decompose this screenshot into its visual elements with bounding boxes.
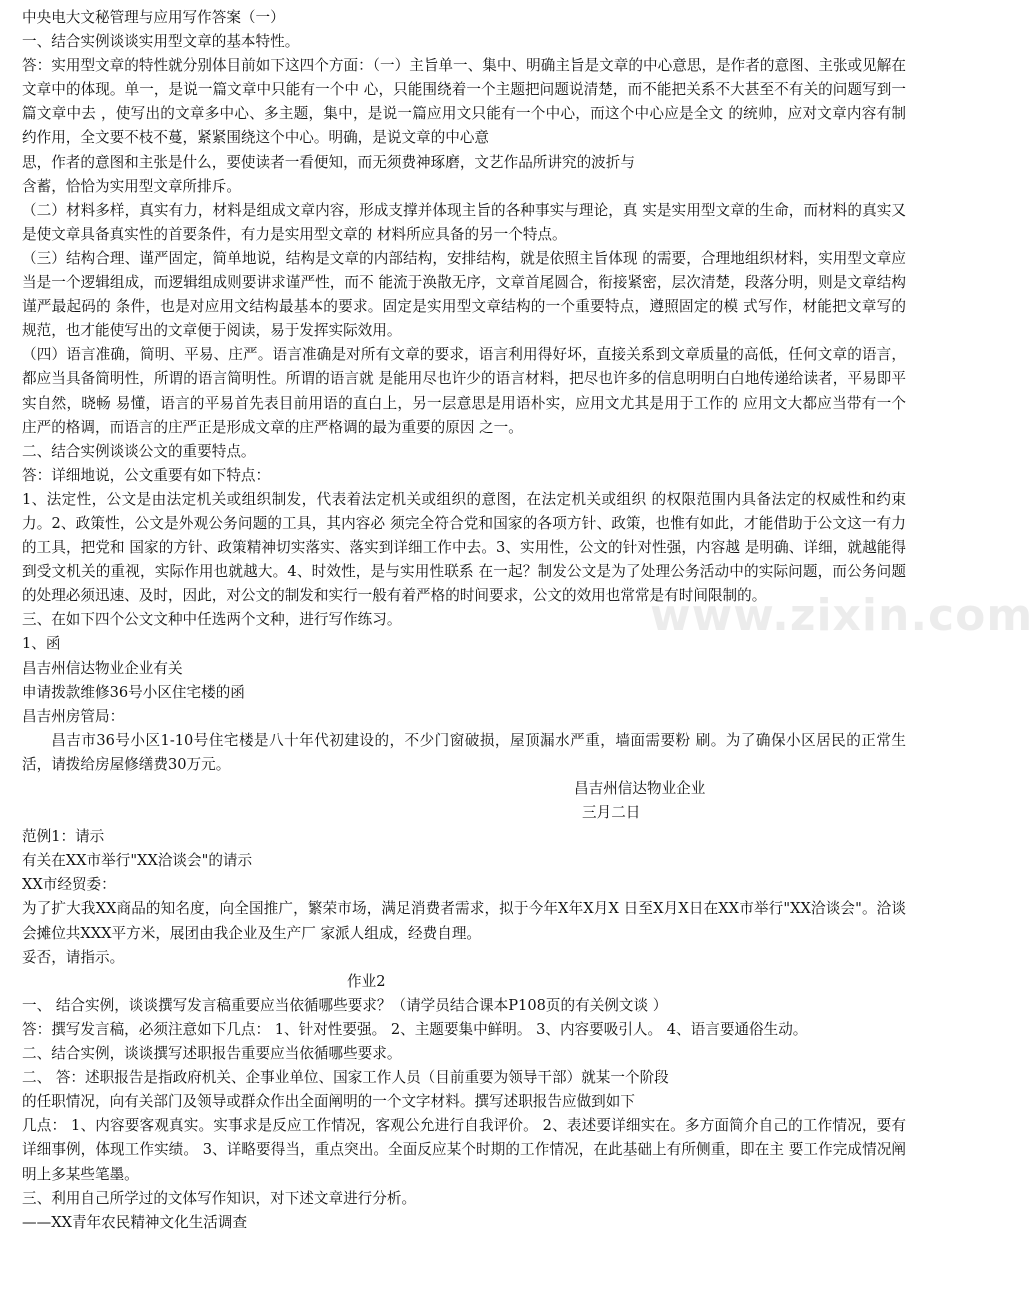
example-2-recipient: XX市经贸委：	[22, 876, 116, 894]
answer-1-paragraph: 思，作者的意图和主张是什么，要使读者一看便知，而无须费神琢磨，文艺作品所讲究的波折与	[22, 153, 635, 171]
example-1-date: 三月二日	[582, 804, 641, 822]
example-1-body: 昌吉市36号小区1-10号住宅楼是八十年代初建设的，不少门窗破损，屋顶漏水严重，墙面需要粉 刷。为了确保小区居民的正常生活，请拨给房屋修缮费30万元。	[22, 731, 906, 773]
answer-1-paragraph: （二）材料多样，真实有力，材料是组成文章内容，形成支撑并体现主旨的各种事实与理论，真 实是实用型文章的生命，而材料的真实又是使文章具备真实性的首要条件，有力是实用型文章的 材料所应具备的另一个特点。	[22, 201, 906, 243]
homework-2-question-3-subtitle: ——XX青年农民精神文化生活调查	[22, 1213, 248, 1231]
answer-1-paragraph: （三）结构合理、谨严固定，简单地说，结构是文章的内部结构，安排结构，就是依照主旨体现 的需要，合理地组织材料，实用型文章应当是一个逻辑组成，而逻辑组成则要讲求谨严性，而不 能流于涣散无序，文章首尾圆合，衔接紧密，层次清楚，段落分明，则是文章结构谨严最起码的 条件，也是对应用文结构最基本的要求。固定是实用型文章结构的一个重要特点，遵照固定的模 式写作，材能把文章写的规范，也才能使写出的文章便于阅读，易于发挥实际效用。	[22, 249, 906, 340]
question-2: 二、结合实例谈谈公文的重要特点。	[22, 442, 256, 460]
homework-2-answer-2: 二、 答：述职报告是指政府机关、企事业单位、国家工作人员（目前重要为领导干部）就某一个阶段	[22, 1069, 669, 1087]
example-1-org: 昌吉州信达物业企业有关	[22, 659, 183, 677]
homework-2-answer-1: 答：撰写发言稿，必须注意如下几点： 1、针对性要强。 2、主题要集中鲜明。 3、内容要吸引人。 4、语言要通俗生动。	[22, 1020, 808, 1038]
document-body	[22, 6, 906, 1235]
example-2-closing: 妥否，请指示。	[22, 948, 125, 966]
homework-2-question-3: 三、利用自己所学过的文体写作知识，对下述文章进行分析。	[22, 1189, 417, 1207]
answer-1-paragraph: 含蓄，恰恰为实用型文章所排斥。	[22, 177, 241, 195]
homework-2-answer-2: 几点： 1、内容要客观真实。实事求是反应工作情况，客观公允进行自我评价。 2、表述要详细实在。多方面简介自己的工作情况，要有详细事例，体现工作实绩。 3、详略要得当，重点突出。全面反应某个时期的工作情况，在此基础上有所侧重，即在主 要工作完成情况阐明上多某些笔墨。	[22, 1117, 906, 1183]
answer-1-paragraph: 答：实用型文章的特性就分别体目前如下这四个方面：（一）主旨单一、集中、明确主旨是文章的中心意思，是作者的意图、主张或见解在文章中的体现。单一，是说一篇文章中只能有一个中 心，只能围绕着一个主题把问题说清楚，而不能把关系不大甚至不有关的问题写到一篇文章中去 ，使写出的文章多中心、多主题，集中，是说一篇应用文只能有一个中心，而这个中心应是全文 的统帅，应对文章内容有制约作用，全文要不枝不蔓，紧紧围绕这个中心。明确，是说文章的中心意	[22, 57, 906, 147]
question-1: 一、结合实例谈谈实用型文章的基本特性。	[22, 33, 300, 51]
example-1-signature: 昌吉州信达物业企业	[574, 780, 706, 797]
homework-2-question-2: 二、结合实例，谈谈撰写述职报告重要应当依循哪些要求。	[22, 1045, 402, 1063]
example-2-subject: 有关在XX市举行"XX洽谈会"的请示	[22, 852, 253, 870]
answer-1-paragraph: （四）语言准确，简明、平易、庄严。语言准确是对所有文章的要求，语言利用得好坏，直接关系到文章质量的高低，任何文章的语言，都应当具备简明性，所谓的语言简明性。所谓的语言就 是能用尽也许少的语言材料，把尽也许多的信息明明白白地传递给读者，平易即平实自然，晓畅 易懂，语言的平易首先表目前用语的直白上，另一层意思是用语朴实，应用文尤其是用于工作的 应用文大都应当带有一个庄严的格调，而语言的庄严正是形成文章的庄严格调的最为重要的原因 之一。	[22, 346, 906, 436]
answer-2-intro: 答：详细地说，公文重要有如下特点：	[22, 466, 271, 484]
watermark: www.zixin.com	[650, 590, 1033, 641]
example-2-label: 范例1：请示	[22, 828, 105, 846]
homework-2-question-1: 一、 结合实例，谈谈撰写发言稿重要应当依循哪些要求？（请学员结合课本P108页的有关例文谈 ）	[22, 996, 668, 1014]
homework-2-answer-2: 的任职情况，向有关部门及领导或群众作出全面阐明的一个文字材料。撰写述职报告应做到如下	[22, 1093, 635, 1111]
question-3: 三、在如下四个公文文种中任选两个文种，进行写作练习。	[22, 611, 402, 629]
homework-2-title: 作业2	[347, 972, 386, 990]
document-title: 中央电大文秘管理与应用写作答案（一）	[22, 9, 285, 26]
example-2-body: 为了扩大我XX商品的知名度，向全国推广，繁荣市场，满足消费者需求，拟于今年X年X月X 日至X月X日在XX市举行"XX洽谈会"。洽谈会摊位共XXX平方米，展团由我企业及生产厂 家派人组成，经费自理。	[22, 900, 906, 942]
example-1-label: 1、函	[22, 635, 61, 653]
example-1-recipient: 昌吉州房管局：	[22, 707, 125, 725]
example-1-subject: 申请拨款维修36号小区住宅楼的函	[22, 683, 245, 701]
answer-2-body: 1、法定性，公文是由法定机关或组织制发，代表着法定机关或组织的意图，在法定机关或组织 的权限范围内具备法定的权威性和约束力。2、政策性，公文是外观公务问题的工具，其内容必 须完全符合党和国家的各项方针、政策，也惟有如此，才能借助于公文这一有力的工具，把党和 国家的方针、政策精神切实落实、落实到详细工作中去。3、实用性，公文的针对性强，内容越 是明确、详细，就越能得到受文机关的重视，实际作用也就越大。4、时效性，是与实用性联系 在一起？制发公文是为了处理公务活动中的实际问题，而公务问题的处理必须迅速、及时，因此，对公文的制发和实行一般有着严格的时间要求，公文的效用也常常是有时间限制的。	[22, 490, 906, 605]
